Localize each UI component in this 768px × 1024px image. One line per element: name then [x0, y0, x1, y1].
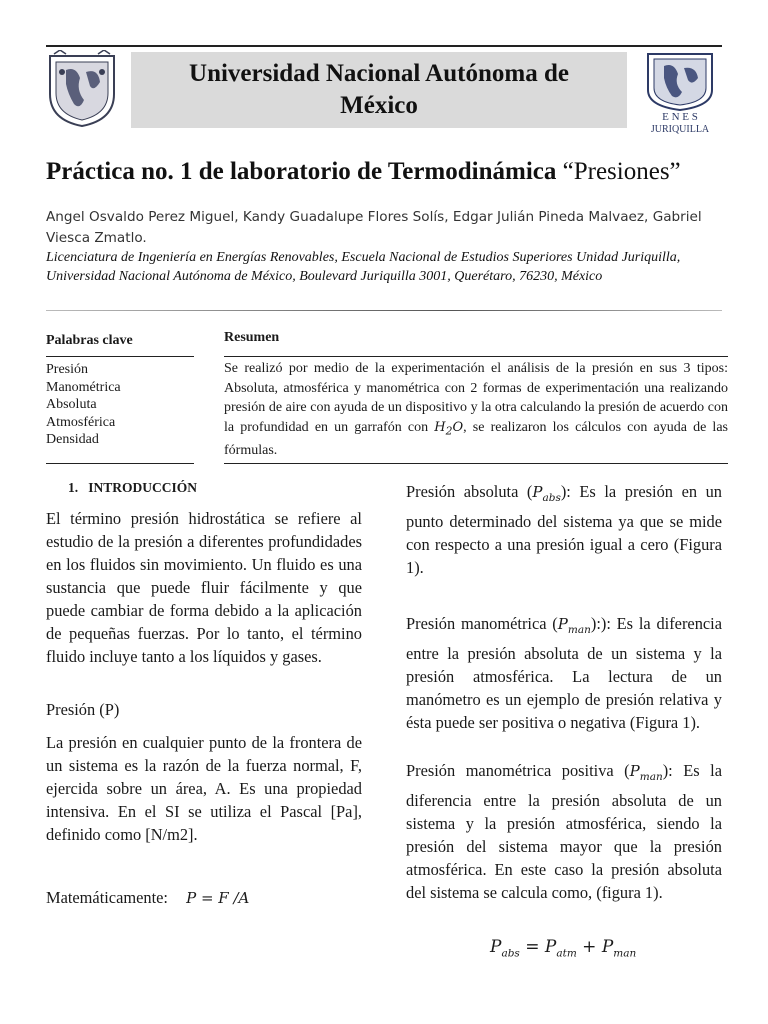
top-rule [46, 45, 722, 47]
page-title [46, 158, 681, 186]
pressure-definition [46, 731, 362, 846]
abstract-body: Se realizó por medio de la experimentación el análisis de la presión en sus 3 tipos: Absoluta, atmosférica y manométrica con 2 formas de experimentación una realizando presión de aire con ayuda de un dispositivo y la otra calculando la presión de acuerdo con la profundidad en un garrafón con [224, 361, 728, 435]
abstract-text [224, 359, 728, 460]
pressure-heading [46, 698, 362, 721]
abs-label: Presión absoluta ( [406, 482, 533, 501]
authors: Angel Osvaldo Perez Miguel, Kandy Guadalupe Flores Solís, Edgar Julián Pineda Malvaez, Gabriel Viesca Zmatlo. [46, 209, 702, 246]
abs-pressure-paragraph [406, 480, 722, 579]
keywords-bottom-rule [46, 463, 194, 464]
section-divider [46, 310, 722, 311]
university-banner [131, 52, 627, 128]
man-text: ):): Es la diferencia entre la presión absoluta de un sistema y la presión atmosférica. La lectura de un manómetro es un ejemplo de presión relativa y ésta puede ser positiva o negativa (Figura 1). [406, 614, 722, 732]
pos-label: Presión manométrica positiva ( [406, 761, 630, 780]
pos-symbol: $P_{man}$ [629, 762, 663, 783]
section-heading-introduccion: 1. INTRODUCCIÓN [68, 480, 198, 495]
abstract-bottom-rule [224, 463, 728, 464]
pos-man-pressure-paragraph [406, 759, 722, 904]
intro-p1: El término presión hidrostática se refiere al estudio de la presión a diferentes profundidades en los fluidos sin movimiento. Un fluido es una sustancia que puede fluir fácilmente y que puede cambiar de forma debido a la aplicación de pequeñas fuerzas. Por lo tanto, el término fluido incluye tanto a los líquidos y gases. [46, 509, 362, 666]
keyword-item: Manométrica [46, 379, 121, 395]
keywords-list [46, 361, 121, 449]
keyword-item: Atmosférica [46, 414, 116, 430]
intro-paragraph [46, 507, 362, 668]
math-label: Matemáticamente: [46, 888, 168, 907]
university-name: Universidad Nacional Autónoma de México [189, 60, 569, 119]
title-quoted: “Presiones” [562, 158, 681, 185]
keywords-rule [46, 356, 194, 357]
title-main: Práctica no. 1 de laboratorio de Termodinámica [46, 158, 557, 185]
intro-p3: La presión en cualquier punto de la frontera de un sistema es la razón de la fuerza normal, F, ejercida sobre un área, A. Es una propiedad intensiva. En el SI se utiliza el Pascal [Pa], definido como [N/m2]. [46, 733, 362, 844]
abstract-body-end: , se realizaron los cálculos con ayuda de las fórmulas. [224, 419, 728, 458]
unam-seal-icon [46, 50, 118, 128]
man-pressure-paragraph [406, 612, 722, 734]
enes-label: E N E S [662, 111, 698, 123]
abs-symbol: $P_{abs}$ [532, 483, 561, 504]
abstract-heading: Resumen [224, 330, 280, 345]
man-label: Presión manométrica ( [406, 614, 558, 633]
math-line [46, 886, 362, 910]
intro-p2: Presión (P) [46, 700, 120, 719]
math-formula: P = F /A [186, 889, 250, 907]
keyword-item: Densidad [46, 432, 99, 447]
juriquilla-label: JURIQUILLA [650, 124, 710, 135]
pos-text: ): Es la diferencia entre la presión absoluta de un sistema y la presión atmosférica, siendo la presión del sistema mayor que la presión atmosférica. En este caso la presión absoluta del sistema se calcula como, (figura 1). [406, 761, 722, 902]
man-symbol: $P_{man}$ [557, 615, 591, 636]
equation-abs: $P_{abs} = P_{atm} + P_{man}$ [490, 937, 637, 960]
keywords-heading: Palabras clave [46, 333, 133, 348]
keyword-item: Presión [46, 362, 88, 377]
enes-juriquilla-seal-icon [642, 50, 718, 136]
abstract-rule [224, 356, 728, 357]
affiliation: Licenciatura de Ingeniería en Energías Renovables, Escuela Nacional de Estudios Superiores Unidad Juriquilla, Universidad Nacional Autónoma de México, Boulevard Juriquilla 3001, Querétaro, 76230, México [46, 250, 681, 284]
keyword-item: Absoluta [46, 397, 97, 412]
abs-text: ): Es la presión en un punto determinado del sistema ya que se mide con respecto a una presión igual a cero (Figura 1). [406, 482, 722, 577]
formula-h2o: $H_2O$ [434, 419, 464, 438]
